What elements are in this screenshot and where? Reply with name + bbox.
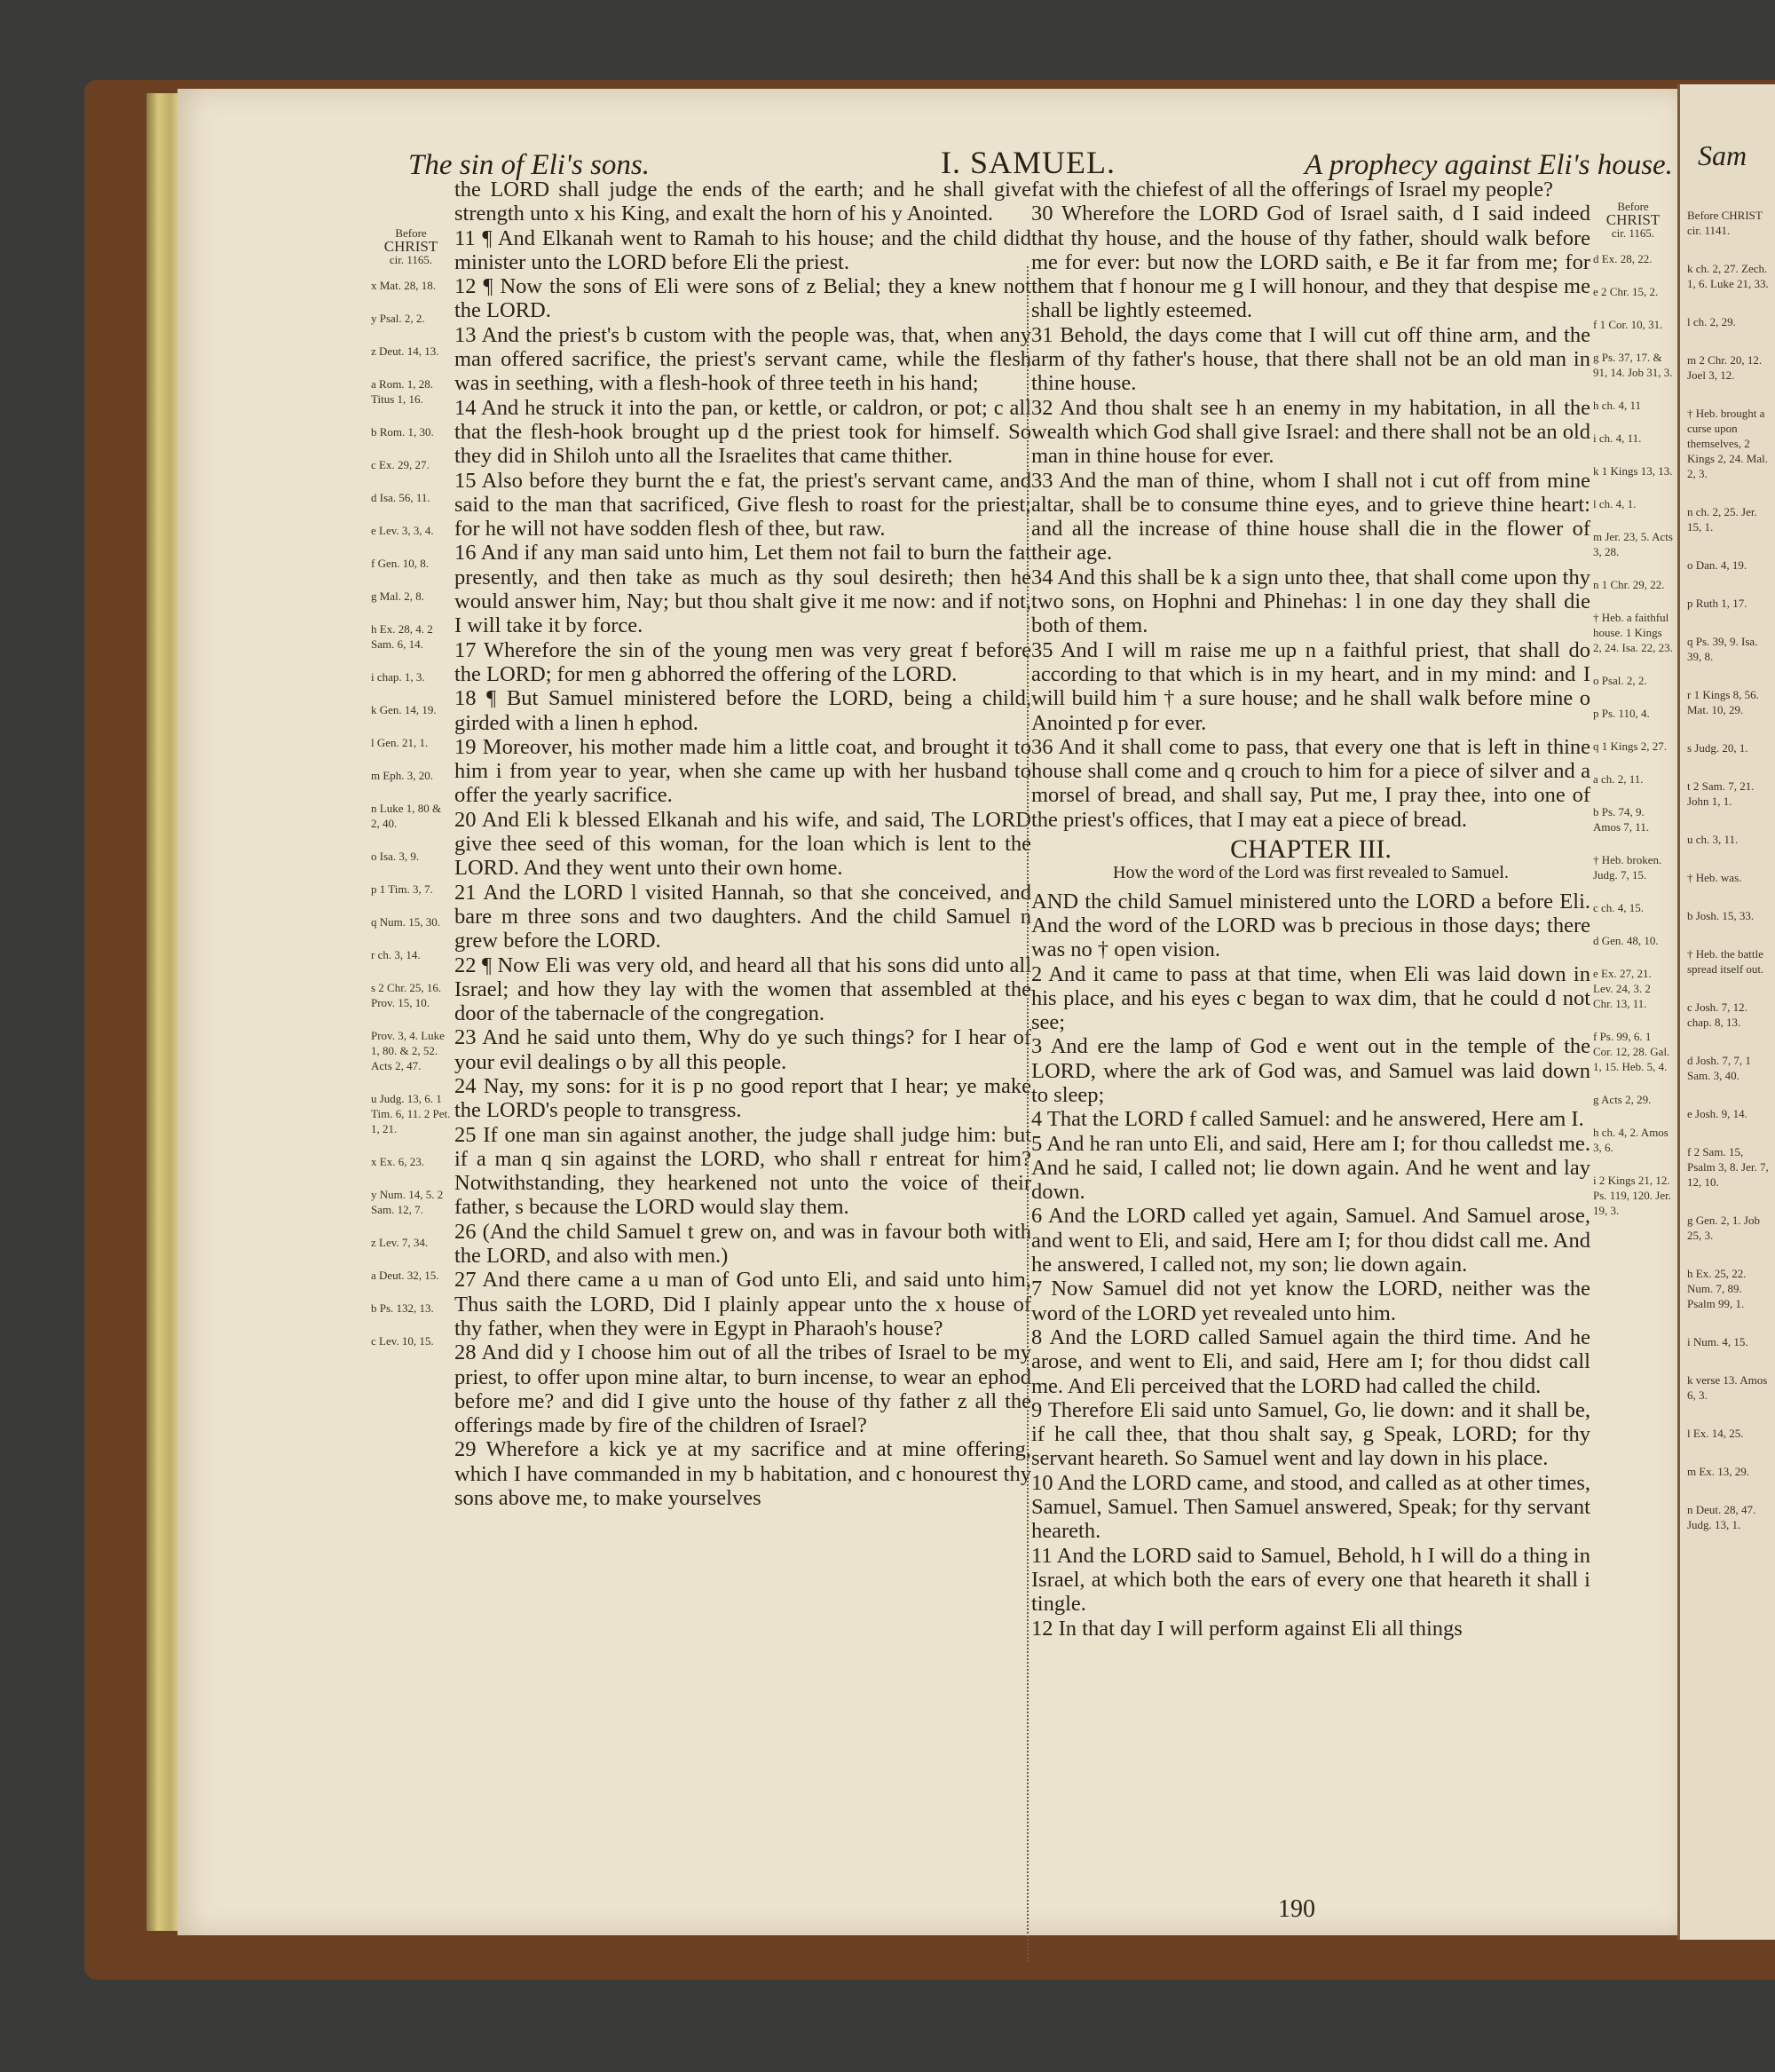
verse: 34 And this shall be k a sign unto thee, that shall come upon thy two sons, on Hophni and Phinehas: l in one day they shall die both of them. (1031, 565, 1590, 638)
verse: 12 ¶ Now the sons of Eli were sons of z Belial; they a knew not the LORD. (454, 274, 1031, 323)
margin-note: g Gen. 2, 1. Job 25, 3. (1687, 1214, 1760, 1242)
verse: 31 Behold, the days come that I will cut off thine arm, and the arm of thy father's house, that there shall not be an old man in thine house. (1031, 322, 1590, 396)
margin-note: h Ex. 28, 4. 2 Sam. 6, 14. (371, 622, 433, 651)
margin-note: n 1 Chr. 29, 22. (1593, 578, 1665, 591)
margin-note: y Num. 14, 5. 2 Sam. 12, 7. (371, 1188, 444, 1216)
right-verses (1031, 178, 1590, 832)
verse: 25 If one man sin against another, the judge shall judge him: but if a man q sin against the LORD, who shall r entreat for him? Notwithstanding, they hearkened not unto the voice of their father, s because the LORD would slay them. (454, 1122, 1031, 1220)
chapter-summary: How the word of the Lord was first revealed to Samuel. (1113, 863, 1509, 883)
verse: 18 ¶ But Samuel ministered before the LORD, being a child, girded with a linen h ephod. (454, 686, 1031, 735)
next-page-margin-notes (1680, 191, 1775, 1561)
next-page-edge (1677, 84, 1775, 1940)
verse: 2 And it came to pass at that time, when Eli was laid down in his place, and his eyes c began to wax dim, that he could d not see; (1031, 961, 1590, 1035)
verse: 9 Therefore Eli said unto Samuel, Go, lie down: and it shall be, if he call thee, that thou shalt say, g Speak, LORD; for thy servant heareth. So Samuel went and lay down in his place. (1031, 1397, 1590, 1471)
margin-note: i chap. 1, 3. (371, 670, 425, 684)
verse: 13 And the priest's b custom with the people was, that, when any man offered sacrifice, the priest's servant came, while the flesh was in seething, with a flesh-hook of three teeth in his hand; (454, 322, 1031, 396)
verse: 5 And he ran unto Eli, and said, Here am I; for thou calledst me. And he said, I called not; lie down again. And he went and lay down. (1031, 1131, 1590, 1205)
margin-note: q Num. 15, 30. (371, 915, 440, 929)
margin-note: b Josh. 15, 33. (1687, 909, 1755, 922)
margin-note: n Luke 1, 80 & 2, 40. (371, 802, 442, 830)
margin-note: g Ps. 37, 17. & 91, 14. Job 31, 3. (1593, 351, 1673, 379)
chapter-heading: CHAPTER III. (1230, 834, 1392, 865)
margin-note: l ch. 2, 29. (1687, 315, 1736, 328)
margin-note: † Heb. the battle spread itself out. (1687, 947, 1764, 976)
margin-note: Prov. 3, 4. Luke 1, 80. & 2, 52. Acts 2, 47. (371, 1029, 445, 1072)
page-number: 190 (1278, 1895, 1315, 1923)
verse: 36 And it shall come to pass, that every one that is left in thine house shall come and q crouch to him for a piece of silver and a morsel of bread, and shall say, Put me, I pray thee, into one of the priest's offices, that I may eat a piece of bread. (1031, 734, 1590, 832)
margin-note: a ch. 2, 11. (1593, 772, 1644, 786)
verse: 14 And he struck it into the pan, or kettle, or caldron, or pot; c all that the flesh-hook brought up d the priest took for himself. So they did in Shiloh unto all the Israelites that came thither. (454, 395, 1031, 469)
margin-note: k 1 Kings 13, 13. (1593, 464, 1673, 478)
margin-note: m Eph. 3, 20. (371, 769, 434, 782)
margin-note: q Ps. 39, 9. Isa. 39, 8. (1687, 635, 1758, 663)
margin-note: n ch. 2, 25. Jer. 15, 1. (1687, 505, 1757, 534)
margin-note: r 1 Kings 8, 56. Mat. 10, 29. (1687, 688, 1759, 716)
left-margin-references (371, 226, 451, 1366)
margin-note: k verse 13. Amos 6, 3. (1687, 1373, 1768, 1402)
right-margin-notes (1593, 251, 1673, 1218)
margin-note: c Ex. 29, 27. (371, 458, 430, 471)
margin-note: p 1 Tim. 3, 7. (371, 882, 433, 896)
left-running-title: The sin of Eli's sons. (408, 149, 651, 181)
margin-note: a Rom. 1, 28. Titus 1, 16. (371, 377, 434, 406)
margin-note: k ch. 2, 27. Zech. 1, 6. Luke 21, 33. (1687, 262, 1769, 290)
column-divider (1027, 266, 1030, 1962)
margin-note: l ch. 4, 1. (1593, 497, 1637, 510)
right-running-title: A prophecy against Eli's house. (1305, 149, 1673, 181)
verse: 24 Nay, my sons: for it is p no good report that I hear; ye make the LORD's people to transgress. (454, 1073, 1031, 1123)
chapter-verses (1031, 890, 1590, 1641)
margin-note: m 2 Chr. 20, 12. Joel 3, 12. (1687, 353, 1763, 382)
margin-note: u ch. 3, 11. (1687, 833, 1739, 846)
verse: 4 That the LORD f called Samuel: and he answered, Here am I. (1031, 1107, 1584, 1132)
verse: 33 And the man of thine, whom I shall not i cut off from mine altar, shall be to consume thine eyes, and to grieve thine heart: and all the increase of thine house shall die in the flower of their age. (1031, 468, 1590, 565)
verse: 27 And there came a u man of God unto Eli, and said unto him, Thus saith the LORD, Did I plainly appear unto the x house of thy father, when they were in Egypt in Pharaoh's house? (454, 1268, 1031, 1340)
left-text-column (454, 178, 1031, 1510)
verse: 7 Now Samuel did not yet know the LORD, neither was the word of the LORD yet revealed unto him. (1031, 1277, 1590, 1325)
margin-note: n Deut. 28, 47. Judg. 13, 1. (1687, 1503, 1756, 1531)
left-margin-notes (371, 278, 451, 1348)
margin-note: m Jer. 23, 5. Acts 3, 28. (1593, 530, 1673, 558)
margin-note: c Lev. 10, 15. (371, 1334, 434, 1348)
margin-note: g Mal. 2, 8. (371, 589, 424, 603)
verse: 19 Moreover, his mother made him a little coat, and brought it to him i from year to year, when she came up with her husband to offer the yearly sacrifice. (454, 734, 1031, 808)
margin-note: l Ex. 14, 25. (1687, 1427, 1744, 1440)
margin-note: o Isa. 3, 9. (371, 850, 420, 863)
margin-note: o Psal. 2, 2. (1593, 674, 1647, 687)
page (178, 89, 1677, 1935)
margin-note: f Ps. 99, 6. 1 Cor. 12, 28. Gal. 1, 15. Heb. 5, 4. (1593, 1030, 1670, 1073)
margin-note: q 1 Kings 2, 27. (1593, 739, 1668, 753)
margin-note: l Gen. 21, 1. (371, 736, 429, 749)
margin-note: i ch. 4, 11. (1593, 431, 1642, 445)
verse: 16 And if any man said unto him, Let them not fail to burn the fat presently, and then take as much as thy soul desireth; then he would answer him, Nay; but thou shalt give it me now: and if not, I will take it by force. (454, 541, 1031, 638)
margin-note: † Heb. broken. Judg. 7, 15. (1593, 853, 1662, 882)
margin-note: a Deut. 32, 15. (371, 1269, 439, 1282)
margin-note: † Heb. was. (1687, 871, 1742, 884)
margin-note: b Ps. 74, 9. Amos 7, 11. (1593, 805, 1650, 834)
next-page-running-title: Sam (1698, 139, 1747, 171)
verse: 17 Wherefore the sin of the young men was very great f before the LORD; for men g abhorred the offering of the LORD. (454, 637, 1031, 686)
margin-note: d Ex. 28, 22. (1593, 252, 1653, 265)
margin-note: x Mat. 28, 18. (371, 279, 436, 292)
verse: 35 And I will m raise me up n a faithful priest, that shall do according to that which is in my heart, and in my mind: and I will build him † a sure house; and he shall walk before mine o Anointed p for ever. (1031, 637, 1590, 735)
margin-note: r ch. 3, 14. (371, 948, 421, 961)
verse: 30 Wherefore the LORD God of Israel saith, d I said indeed that thy house, and the house of thy father, should walk before me for ever: but now the LORD saith, e Be it far from me; for them that f honour me g I will honour, and they that despise me shall be lightly esteemed. (1031, 202, 1590, 323)
margin-note: m Ex. 13, 29. (1687, 1465, 1750, 1478)
verse: 22 ¶ Now Eli was very old, and heard all that his sons did unto all Israel; and how they lay with the women that assembled at the door of the tabernacle of the congregation. (454, 953, 1031, 1026)
verse: 11 And the LORD said to Samuel, Behold, h I will do a thing in Israel, at which both the ears of every one that heareth it shall i tingle. (1031, 1543, 1590, 1617)
page-edges (146, 93, 182, 1931)
verse: 21 And the LORD l visited Hannah, so that she conceived, and bare m three sons and two daughters. And the child Samuel n grew before the LORD. (454, 880, 1031, 953)
verse: the LORD shall judge the ends of the earth; and he shall give strength unto x his King, and exalt the horn of his y Anointed. (454, 178, 1031, 226)
verse: 20 And Eli k blessed Elkanah and his wife, and said, The LORD give thee seed of this woman, for the loan which is lent to the LORD. And they went unto their own home. (454, 807, 1031, 881)
margin-note: e Lev. 3, 3, 4. (371, 524, 434, 537)
margin-note: f Gen. 10, 8. (371, 557, 429, 570)
margin-note: e Ex. 27, 21. Lev. 24, 3. 2 Chr. 13, 11. (1593, 967, 1652, 1010)
margin-note: s Judg. 20, 1. (1687, 741, 1748, 755)
verse: 12 In that day I will perform against Eli all things (1031, 1616, 1463, 1641)
margin-note: b Rom. 1, 30. (371, 425, 434, 439)
verse: 8 And the LORD called Samuel again the third time. And he arose, and went to Eli, and said, Here am I; for thou didst call me. And Eli perceived that the LORD had called the child. (1031, 1325, 1590, 1398)
verse: 6 And the LORD called yet again, Samuel. And Samuel arose, and went to Eli, and said, Here am I; for thou didst call me. And he answered, I called not, my son; lie down again. (1031, 1204, 1590, 1277)
margin-note: o Dan. 4, 19. (1687, 558, 1747, 572)
margin-note: i Num. 4, 15. (1687, 1335, 1748, 1348)
margin-note: d Gen. 48, 10. (1593, 934, 1659, 947)
margin-note: d Josh. 7, 7, 1 Sam. 3, 40. (1687, 1054, 1751, 1082)
margin-note: b Ps. 132, 13. (371, 1301, 434, 1315)
book-title: I. SAMUEL. (941, 145, 1116, 180)
margin-note: t 2 Sam. 7, 21. John 1, 1. (1687, 779, 1755, 808)
margin-note: † Heb. a faithful house. 1 Kings 2, 24. Isa. 22, 23. (1593, 611, 1673, 654)
verse: 23 And he said unto them, Why do ye such things? for I hear of your evil dealings o by all this people. (454, 1025, 1031, 1074)
margin-note: Before CHRIST cir. 1141. (1687, 209, 1763, 237)
verse: fat with the chiefest of all the offerings of Israel my people? (1031, 178, 1554, 202)
before-christ-date-right: Before CHRIST cir. 1165. (1605, 200, 1661, 240)
before-christ-date: Before CHRIST cir. 1165. (383, 226, 438, 266)
margin-note: x Ex. 6, 23. (371, 1155, 424, 1168)
verse: AND the child Samuel ministered unto the LORD a before Eli. And the word of the LORD was b precious in those days; there was no † open vision. (1031, 889, 1590, 962)
verse: 11 ¶ And Elkanah went to Ramah to his house; and the child did minister unto the LORD before Eli the priest. (454, 225, 1031, 274)
verse: 29 Wherefore a kick ye at my sacrifice and at mine offering, which I have commanded in my b habitation, and c honourest thy sons above me, to make yourselves (454, 1437, 1031, 1511)
margin-note: u Judg. 13, 6. 1 Tim. 6, 11. 2 Pet. 1, 21. (371, 1092, 451, 1135)
verse: 3 And ere the lamp of God e went out in the temple of the LORD, where the ark of God was, and Samuel was laid down to sleep; (1031, 1034, 1590, 1107)
margin-note: e 2 Chr. 15, 2. (1593, 285, 1659, 298)
margin-note: h ch. 4, 2. Amos 3, 6. (1593, 1126, 1668, 1154)
margin-note: c ch. 4, 15. (1593, 901, 1645, 914)
margin-note: z Deut. 14, 13. (371, 344, 439, 358)
verse: 15 Also before they burnt the e fat, the priest's servant came, and said to the man that sacrificed, Give flesh to roast for the priest; for he will not have sodden flesh of thee, but raw. (454, 468, 1031, 542)
margin-note: k Gen. 14, 19. (371, 703, 437, 716)
margin-note: i 2 Kings 21, 12. Ps. 119, 120. Jer. 19, 3. (1593, 1174, 1671, 1217)
margin-note: e Josh. 9, 14. (1687, 1107, 1747, 1120)
margin-note: d Isa. 56, 11. (371, 491, 430, 504)
margin-note: z Lev. 7, 34. (371, 1236, 429, 1249)
left-verses (454, 178, 1031, 1510)
margin-note: † Heb. brought a curse upon themselves, 2 Kings 2, 24. Mal. 2, 3. (1687, 407, 1768, 480)
margin-note: h ch. 4, 11 (1593, 399, 1642, 412)
verse: 28 And did y I choose him out of all the tribes of Israel to be my priest, to offer upon mine altar, to burn incense, to wear an ephod before me? and did I give unto the house of thy father z all the offerings made by fire of the children of Israel? (454, 1340, 1031, 1438)
margin-note: f 2 Sam. 15, Psalm 3, 8. Jer. 7, 12, 10. (1687, 1145, 1769, 1189)
margin-note: c Josh. 7, 12. chap. 8, 13. (1687, 1000, 1747, 1029)
margin-note: p Ruth 1, 17. (1687, 597, 1747, 610)
verse: 32 And thou shalt see h an enemy in my habitation, in all the wealth which God shall give Israel: and there shall not be an old man in thine house for ever. (1031, 395, 1591, 469)
right-text-column (1031, 178, 1590, 1641)
margin-note: p Ps. 110, 4. (1593, 707, 1650, 720)
margin-note: s 2 Chr. 25, 16. Prov. 15, 10. (371, 981, 442, 1009)
right-margin-references (1593, 200, 1673, 1236)
margin-note: f 1 Cor. 10, 31. (1593, 318, 1663, 331)
margin-note: h Ex. 25, 22. Num. 7, 89. Psalm 99, 1. (1687, 1267, 1747, 1310)
margin-note: g Acts 2, 29. (1593, 1093, 1652, 1106)
margin-note: y Psal. 2, 2. (371, 312, 425, 325)
verse: 10 And the LORD came, and stood, and called as at other times, Samuel, Samuel. Then Samuel answered, Speak; for thy servant heareth. (1031, 1470, 1590, 1544)
verse: 26 (And the child Samuel t grew on, and was in favour both with the LORD, and also with men.) (454, 1219, 1031, 1269)
